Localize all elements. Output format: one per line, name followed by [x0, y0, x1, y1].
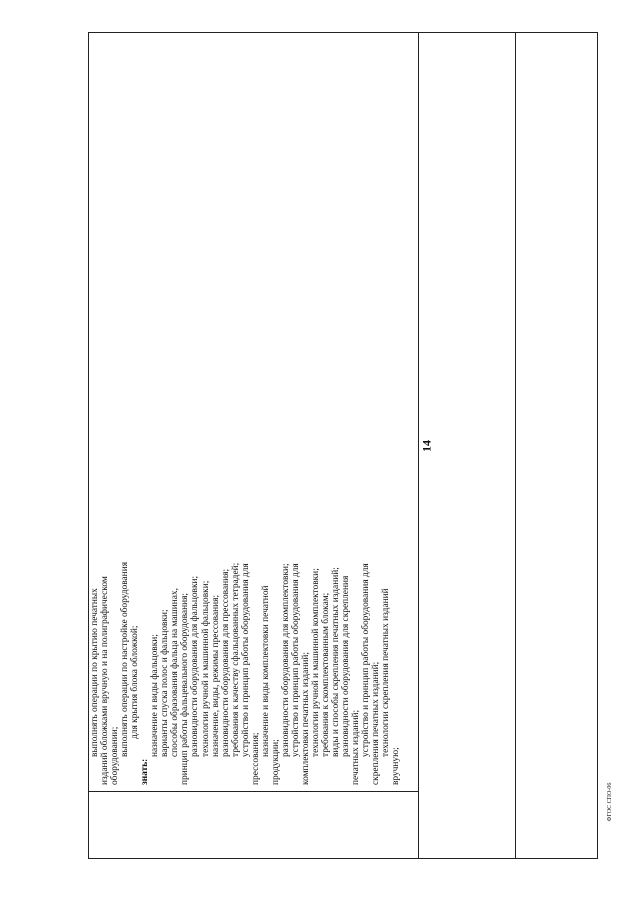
content-line: выполнять операции по настройке оборудования	[120, 561, 131, 757]
content-line: изданий обложками вручную и на полиграфическом	[100, 576, 111, 785]
content-line: устройство и принцип работы оборудования для	[361, 563, 372, 757]
content-line: знать:	[140, 758, 151, 785]
content-line: виды и способы скрепления печатных изданий;	[331, 567, 342, 757]
table-cell-index	[89, 791, 419, 858]
content-line: устройство и принцип работы оборудования для	[240, 563, 251, 757]
content-line: для крытия блока обложкой;	[130, 625, 141, 739]
table-cell-content	[89, 33, 419, 791]
content-line: назначение и виды фальцовки;	[150, 634, 161, 757]
content-line: продукции;	[270, 739, 281, 785]
content-line: технологии скрепления печатных изданий	[381, 588, 392, 757]
table-row-empty	[515, 32, 598, 859]
content-line: выполнять операции по крытию печатных	[90, 588, 100, 757]
content-line: разновидности оборудования для скрепления	[341, 575, 352, 757]
content-line: разновидности оборудования для комплектовки;	[280, 563, 291, 757]
page-number: 14	[419, 440, 434, 452]
content-line: варианты спуска полос и фальцовки;	[160, 609, 171, 757]
competency-table	[88, 34, 596, 859]
table-row-empty	[418, 32, 516, 859]
content-line: разновидности оборудования для прессования;	[220, 568, 231, 757]
content-line: комплектовки печатных изданий;	[300, 652, 311, 785]
content-line: скрепления печатных изданий;	[371, 661, 382, 785]
content-line: вручную;	[391, 747, 402, 785]
content-line: назначение и виды комплектовки печатной	[260, 585, 271, 757]
document-footer: ФГОС СПО-06	[607, 782, 613, 822]
content-line: печатных изданий;	[351, 709, 362, 785]
content-line: требования к скомплектованным блокам;	[321, 592, 332, 757]
table-row-content	[88, 32, 419, 859]
content-line: прессования;	[250, 732, 261, 785]
content-line: технологии ручной и машинной комплектовки;	[311, 568, 322, 757]
content-line: способы образования фальца на машинах,	[170, 588, 181, 757]
content-line: разновидности оборудования для фальцовки;	[190, 575, 201, 757]
content-line: назначение, виды, режимы прессования;	[210, 594, 221, 757]
content-line: оборудовании;	[110, 726, 121, 785]
content-line: принцип работы фальцевального оборудования;	[180, 592, 191, 785]
content-line: устройство и принцип работы оборудования для	[290, 563, 301, 757]
content-line: технологии ручной и машинной фальцовки;	[200, 580, 211, 757]
content-line: требования к качеству сфальцованных тетрадей;	[230, 562, 241, 757]
